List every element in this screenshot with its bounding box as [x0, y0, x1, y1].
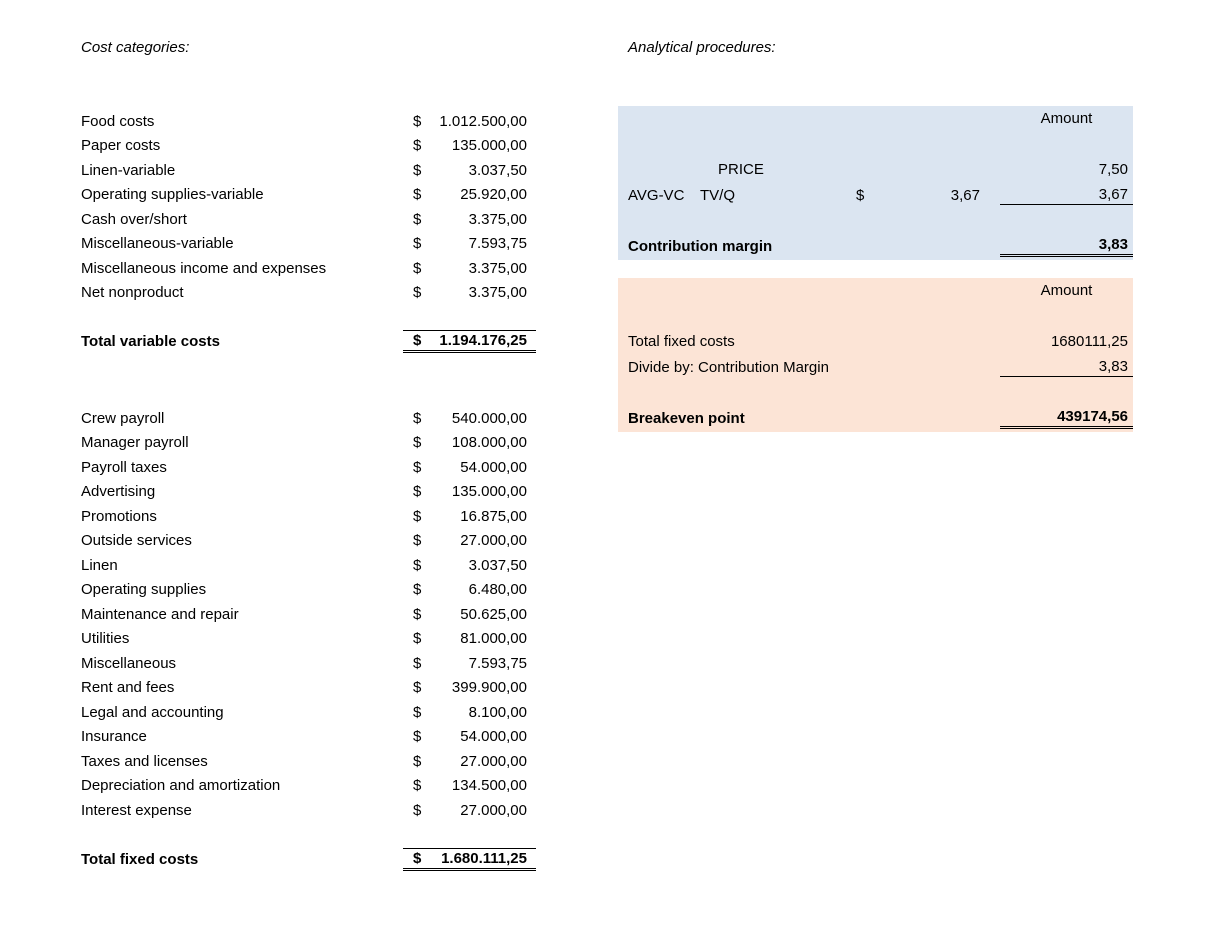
- total-fixed-costs-amount: [403, 848, 536, 871]
- cost-row: [81, 504, 551, 529]
- currency-symbol: $: [413, 137, 422, 155]
- fixed-costs-rows: [81, 406, 551, 823]
- cost-label: Taxes and licenses: [81, 752, 208, 770]
- cost-label: Paper costs: [81, 137, 161, 155]
- cost-label: Net nonproduct: [81, 284, 184, 302]
- total-fixed-costs-value: 1680111,25: [1050, 333, 1128, 351]
- cost-amount: [413, 679, 527, 696]
- amount-value: 1.680.111,25: [441, 849, 527, 867]
- amount-value: 27.000,00: [460, 801, 527, 819]
- total-fixed-costs-row: [81, 847, 551, 872]
- currency-symbol: $: [413, 630, 422, 648]
- cost-amount: [413, 704, 527, 721]
- amount-value: 108.000,00: [451, 434, 527, 452]
- cost-amount: [413, 459, 527, 476]
- currency-symbol: $: [413, 801, 422, 819]
- cost-row: [81, 158, 551, 183]
- amount-value: 7.593,75: [468, 654, 527, 672]
- currency-symbol: $: [413, 259, 422, 277]
- spacer: [81, 305, 551, 330]
- cost-row: [81, 553, 551, 578]
- total-fixed-costs-label: Total fixed costs: [628, 333, 735, 351]
- total-fixed-costs-label: Total fixed costs: [81, 850, 199, 868]
- cost-label: Crew payroll: [81, 409, 165, 427]
- analytical-procedures-title: Analytical procedures:: [628, 39, 776, 56]
- amount-column-header: Amount: [1040, 282, 1093, 300]
- cost-amount: [413, 802, 527, 819]
- cost-amount: [413, 655, 527, 672]
- cost-label: Linen-variable: [81, 161, 176, 179]
- cost-row: [81, 627, 551, 652]
- divide-label: Divide by: Contribution Margin: [628, 359, 829, 377]
- tvq-label: TV/Q: [700, 187, 736, 205]
- amount-value: 135.000,00: [451, 137, 527, 155]
- breakeven-point-label: Breakeven point: [628, 410, 745, 428]
- cost-label: Cash over/short: [81, 210, 187, 228]
- contribution-margin-row: [618, 234, 1133, 260]
- breakeven-point-value: 439174,56: [1000, 408, 1133, 429]
- cost-row: [81, 749, 551, 774]
- cost-amount: [413, 753, 527, 770]
- amount-value: 81.000,00: [460, 630, 527, 648]
- currency-symbol: $: [413, 581, 422, 599]
- currency-symbol: $: [413, 532, 422, 550]
- currency-symbol: $: [413, 458, 422, 476]
- currency-symbol: $: [413, 728, 422, 746]
- currency-symbol: $: [413, 332, 422, 350]
- amount-value: 16.875,00: [460, 507, 527, 525]
- total-variable-costs-amount: [403, 330, 536, 353]
- amount-value: 3.375,00: [468, 284, 527, 302]
- spacer: [618, 304, 1133, 330]
- cost-row: [81, 406, 551, 431]
- cost-label: Advertising: [81, 483, 156, 501]
- price-value: 7,50: [1098, 161, 1128, 179]
- variable-costs-rows: [81, 109, 551, 305]
- currency-symbol: $: [413, 654, 422, 672]
- amount-value: 27.000,00: [460, 532, 527, 550]
- cost-amount: [413, 137, 527, 154]
- amount-value: 1.194.176,25: [439, 332, 527, 350]
- cost-label: Operating supplies-variable: [81, 186, 264, 204]
- cost-amount: [413, 483, 527, 500]
- amount-value: 50.625,00: [460, 605, 527, 623]
- cost-amount: [413, 630, 527, 647]
- cost-label: Miscellaneous-variable: [81, 235, 234, 253]
- cost-amount: [413, 532, 527, 549]
- currency-symbol: $: [413, 186, 422, 204]
- total-variable-costs-label: Total variable costs: [81, 333, 220, 351]
- amount-value: 399.900,00: [451, 679, 527, 697]
- cost-amount: [413, 728, 527, 745]
- cost-amount: [413, 260, 527, 277]
- amount-value: 8.100,00: [468, 703, 527, 721]
- cost-label: Manager payroll: [81, 434, 189, 452]
- avg-vc-value: 3,67: [1000, 186, 1133, 205]
- cost-amount: [413, 235, 527, 252]
- fixed-costs-block: [81, 406, 551, 872]
- cost-label: Miscellaneous: [81, 654, 177, 672]
- panel-header-row: [618, 106, 1133, 132]
- cost-amount: [413, 508, 527, 525]
- cost-amount: [413, 211, 527, 228]
- amount-value: 3.375,00: [468, 259, 527, 277]
- cost-label: Food costs: [81, 112, 155, 130]
- spacer: [618, 132, 1133, 158]
- cost-row: [81, 232, 551, 257]
- amount-value: 7.593,75: [468, 235, 527, 253]
- cost-label: Outside services: [81, 532, 192, 550]
- currency-symbol: $: [413, 752, 422, 770]
- currency-symbol: $: [413, 483, 422, 501]
- cost-row: [81, 578, 551, 603]
- currency-symbol: $: [413, 556, 422, 574]
- cost-label: Utilities: [81, 630, 130, 648]
- variable-costs-block: [81, 109, 551, 354]
- amount-value: 3.037,50: [468, 161, 527, 179]
- cost-amount: [413, 434, 527, 451]
- currency-symbol: $: [856, 187, 865, 205]
- price-label: PRICE: [718, 161, 764, 179]
- currency-symbol: $: [413, 161, 422, 179]
- breakeven-panel: [618, 278, 1133, 432]
- spacer: [618, 208, 1133, 234]
- cost-label: Interest expense: [81, 801, 192, 819]
- panel-header-row: [618, 278, 1133, 304]
- cost-amount: [413, 606, 527, 623]
- cost-amount: [413, 186, 527, 203]
- amount-value: 540.000,00: [451, 409, 527, 427]
- contribution-margin-value: 3,83: [1000, 236, 1133, 257]
- cost-row: [81, 774, 551, 799]
- divide-row: [618, 355, 1133, 381]
- total-variable-costs-row: [81, 330, 551, 355]
- currency-symbol: $: [413, 235, 422, 253]
- avg-vc-label: AVG-VC: [628, 187, 685, 205]
- cost-label: Operating supplies: [81, 581, 207, 599]
- divide-value: 3,83: [1000, 358, 1133, 377]
- cost-row: [81, 109, 551, 134]
- cost-row: [81, 529, 551, 554]
- cost-row: [81, 134, 551, 159]
- cost-label: Insurance: [81, 728, 147, 746]
- cost-label: Legal and accounting: [81, 703, 224, 721]
- currency-symbol: $: [413, 284, 422, 302]
- cost-label: Rent and fees: [81, 679, 175, 697]
- amount-value: 1.012.500,00: [439, 112, 527, 130]
- cost-row: [81, 798, 551, 823]
- currency-symbol: $: [413, 849, 422, 867]
- avg-vc-mid-value: 3,67: [950, 187, 980, 205]
- total-fixed-costs-row: [618, 329, 1133, 355]
- cost-amount: [413, 113, 527, 130]
- avg-vc-mid-cell: [856, 187, 980, 204]
- cost-row: [81, 431, 551, 456]
- avg-vc-row: [618, 183, 1133, 209]
- contribution-margin-panel: [618, 106, 1133, 260]
- cost-label: Maintenance and repair: [81, 605, 239, 623]
- amount-value: 134.500,00: [451, 777, 527, 795]
- cost-amount: [413, 557, 527, 574]
- cost-row: [81, 700, 551, 725]
- amount-value: 135.000,00: [451, 483, 527, 501]
- cost-label: Depreciation and amortization: [81, 777, 281, 795]
- currency-symbol: $: [413, 409, 422, 427]
- currency-symbol: $: [413, 605, 422, 623]
- amount-value: 6.480,00: [468, 581, 527, 599]
- cost-row: [81, 602, 551, 627]
- amount-value: 27.000,00: [460, 752, 527, 770]
- currency-symbol: $: [413, 679, 422, 697]
- breakeven-point-row: [618, 406, 1133, 432]
- cost-row: [81, 207, 551, 232]
- cost-label: Miscellaneous income and expenses: [81, 259, 327, 277]
- amount-value: 3.375,00: [468, 210, 527, 228]
- cost-amount: [413, 410, 527, 427]
- cost-row: [81, 256, 551, 281]
- cost-amount: [413, 284, 527, 301]
- contribution-margin-label: Contribution margin: [628, 238, 773, 256]
- cost-label: Linen: [81, 556, 118, 574]
- cost-categories-title: Cost categories:: [81, 39, 190, 56]
- cost-row: [81, 480, 551, 505]
- cost-row: [81, 183, 551, 208]
- spacer: [618, 380, 1133, 406]
- cost-amount: [413, 777, 527, 794]
- cost-amount: [413, 162, 527, 179]
- currency-symbol: $: [413, 777, 422, 795]
- cost-label: Promotions: [81, 507, 157, 525]
- amount-value: 54.000,00: [460, 458, 527, 476]
- currency-symbol: $: [413, 210, 422, 228]
- amount-value: 3.037,50: [468, 556, 527, 574]
- price-row: [618, 157, 1133, 183]
- cost-row: [81, 455, 551, 480]
- currency-symbol: $: [413, 507, 422, 525]
- currency-symbol: $: [413, 703, 422, 721]
- currency-symbol: $: [413, 434, 422, 452]
- cost-row: [81, 725, 551, 750]
- cost-row: [81, 676, 551, 701]
- cost-row: [81, 651, 551, 676]
- cost-label: Payroll taxes: [81, 458, 167, 476]
- amount-value: 25.920,00: [460, 186, 527, 204]
- spacer: [81, 823, 551, 848]
- amount-value: 54.000,00: [460, 728, 527, 746]
- amount-column-header: Amount: [1040, 110, 1093, 128]
- cost-row: [81, 281, 551, 306]
- cost-amount: [413, 581, 527, 598]
- currency-symbol: $: [413, 112, 422, 130]
